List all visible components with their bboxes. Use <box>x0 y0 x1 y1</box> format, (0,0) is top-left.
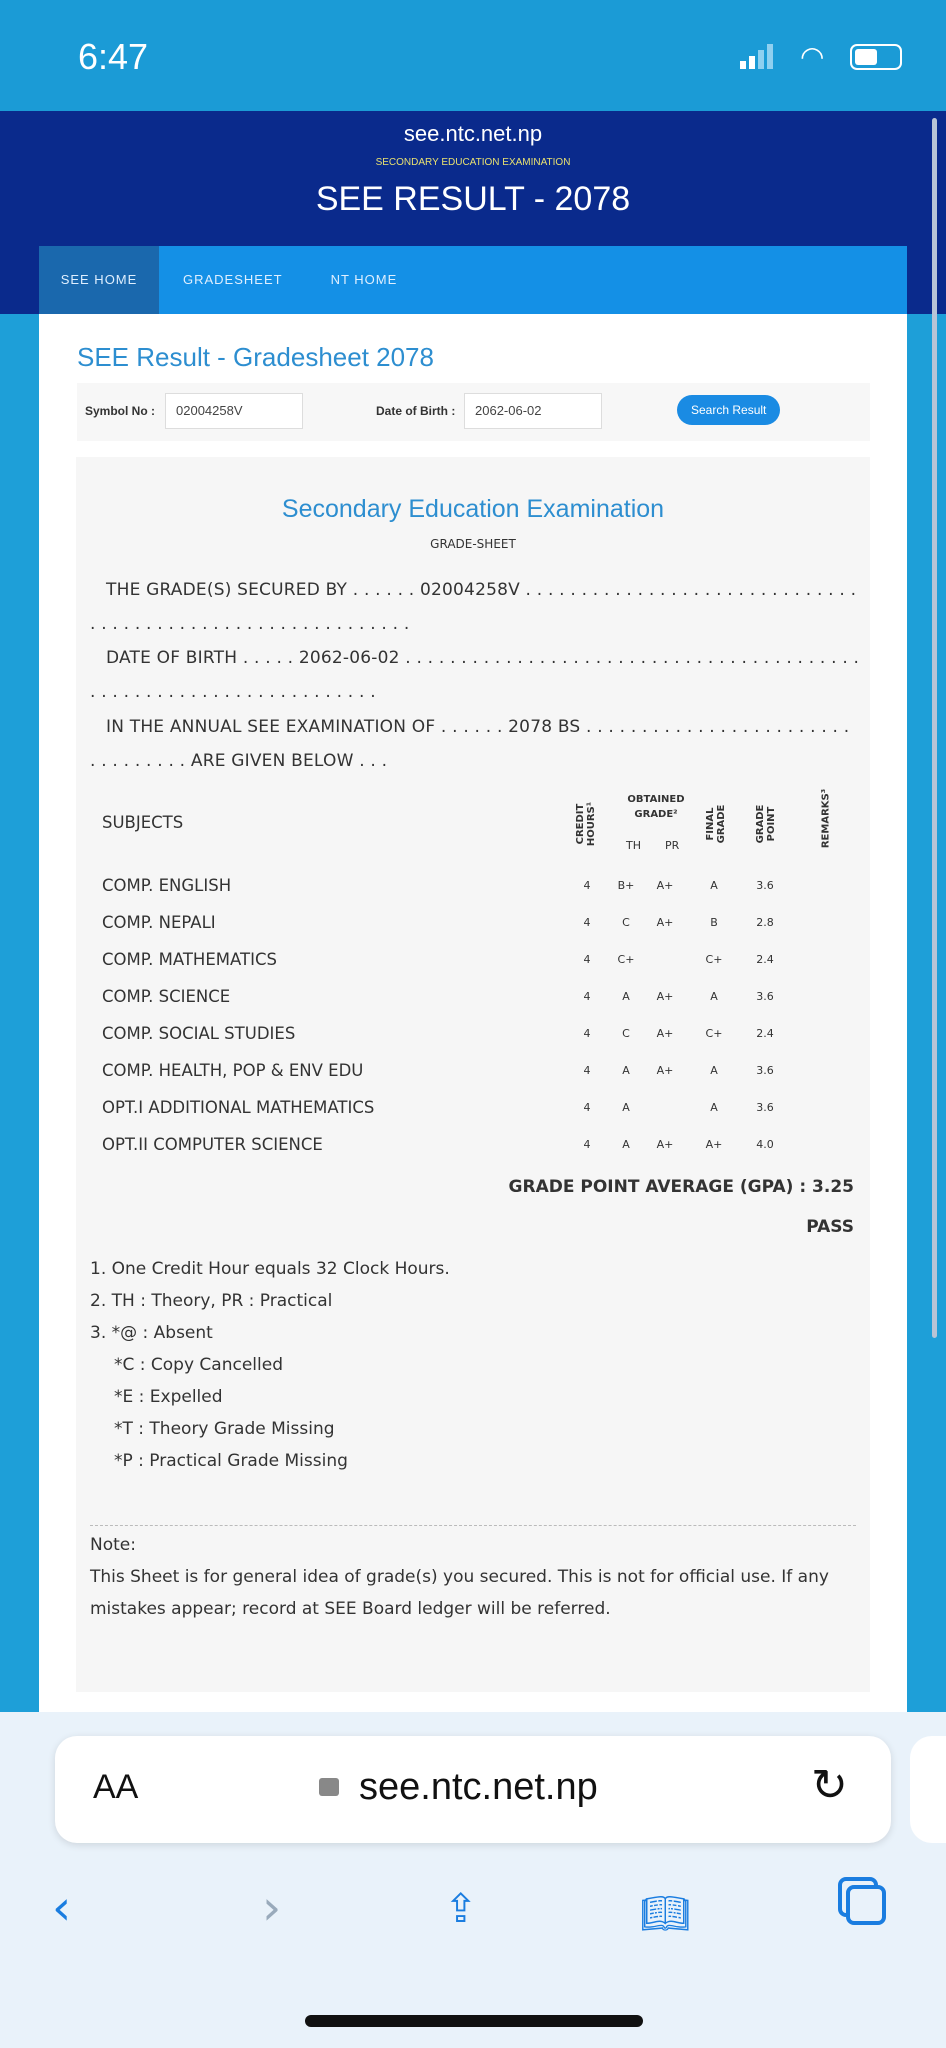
gp-cell: 2.4 <box>756 1027 774 1040</box>
bookmarks-icon[interactable]: 📖︎ <box>640 1891 691 1937</box>
credit-cell: 4 <box>583 1027 591 1040</box>
subject-name: OPT.I ADDITIONAL MATHEMATICS <box>102 1098 375 1117</box>
back-icon[interactable]: ‹ <box>52 1880 72 1936</box>
header-subtitle: SECONDARY EDUCATION EXAMINATION <box>375 157 571 168</box>
gpa: GRADE POINT AVERAGE (GPA) : 3.25 <box>508 1177 854 1197</box>
final-cell: B <box>710 916 718 929</box>
table-row <box>102 1015 842 1052</box>
footnote: 2. TH : Theory, PR : Practical <box>90 1291 333 1311</box>
subjects-header: SUBJECTS <box>102 813 184 832</box>
footnote: *C : Copy Cancelled <box>114 1355 283 1375</box>
final-cell: A <box>710 879 718 892</box>
battery-icon <box>850 44 902 70</box>
gp-cell: 3.6 <box>756 1101 774 1114</box>
th-cell: A <box>622 1101 630 1114</box>
reader-aa-button[interactable]: AA <box>93 1768 139 1806</box>
th-cell: A <box>622 1138 630 1151</box>
dob-line: DATE OF BIRTH . . . . . 2062-06-02 . . . . . . . . . . . . . . . . . . . . . . . . . . . . . . . . . . . . . . . . . . . . . . . . . . . . . . . . . . . . . . . . . . . <box>90 648 860 702</box>
home-indicator <box>305 2015 643 2027</box>
credit-cell: 4 <box>583 1064 591 1077</box>
table-row <box>102 904 842 941</box>
scrollbar[interactable] <box>932 118 937 1338</box>
nav-see-home[interactable]: SEE HOME <box>39 246 159 314</box>
clock: 6:47 <box>78 36 149 77</box>
final-cell: A <box>710 990 718 1003</box>
subject-name: COMP. HEALTH, POP & ENV EDU <box>102 1061 364 1080</box>
subject-name: OPT.II COMPUTER SCIENCE <box>102 1135 323 1154</box>
pr-cell: A+ <box>656 990 674 1003</box>
dob-input[interactable]: 2062-06-02 <box>464 393 602 429</box>
sheet-heading: Secondary Education Examination <box>281 495 665 523</box>
credit-cell: 4 <box>583 1101 591 1114</box>
next-tab-peek <box>910 1736 946 1843</box>
credit-cell: 4 <box>583 990 591 1003</box>
lock-icon <box>319 1778 339 1796</box>
final-grade-header: FINAL GRADE <box>705 804 727 844</box>
symbol-input[interactable]: 02004258V <box>165 393 303 429</box>
th-cell: C+ <box>617 953 635 966</box>
th-header: TH <box>626 839 641 852</box>
grade-point-header: GRADE POINT <box>755 804 777 844</box>
signal-icon <box>740 44 773 69</box>
tabs-icon[interactable] <box>846 1885 886 1925</box>
sheet-subheading: GRADE-SHEET <box>430 537 516 551</box>
pr-header: PR <box>665 839 680 852</box>
search-result-button[interactable]: Search Result <box>677 395 780 425</box>
th-cell: C <box>622 916 630 929</box>
gp-cell: 3.6 <box>756 1064 774 1077</box>
footnote: *E : Expelled <box>114 1387 223 1407</box>
th-cell: A <box>622 990 630 1003</box>
status-bar <box>0 0 946 111</box>
pr-cell: A+ <box>656 1027 674 1040</box>
gradesheet <box>76 457 870 1692</box>
search-form <box>77 383 870 441</box>
th-cell: B+ <box>617 879 635 892</box>
header-title: SEE RESULT - 2078 <box>315 180 631 218</box>
url-text: see.ntc.net.np <box>359 1766 598 1808</box>
wifi-icon: ◠ <box>800 40 825 73</box>
table-row <box>102 867 842 904</box>
footnote: *P : Practical Grade Missing <box>114 1451 348 1471</box>
dob-label: Date of Birth : <box>376 404 456 418</box>
pr-cell: A+ <box>656 916 674 929</box>
note-label: Note: <box>90 1535 136 1555</box>
subject-name: COMP. NEPALI <box>102 913 216 932</box>
page-title: SEE Result - Gradesheet 2078 <box>77 342 434 372</box>
footnote: *T : Theory Grade Missing <box>114 1419 335 1439</box>
credit-header: CREDIT HOURS¹ <box>575 801 597 847</box>
pr-cell: A+ <box>656 879 674 892</box>
th-cell: C <box>622 1027 630 1040</box>
nav-gradesheet[interactable]: GRADESHEET <box>183 272 283 287</box>
final-cell: C+ <box>705 1027 723 1040</box>
share-icon[interactable]: ⇪ <box>444 1886 478 1932</box>
forward-icon[interactable]: › <box>262 1880 282 1936</box>
footnote: 1. One Credit Hour equals 32 Clock Hours. <box>90 1259 450 1279</box>
final-cell: A <box>710 1064 718 1077</box>
credit-cell: 4 <box>583 916 591 929</box>
gp-cell: 2.4 <box>756 953 774 966</box>
divider <box>90 1525 856 1526</box>
final-cell: A <box>710 1101 718 1114</box>
pr-cell: A+ <box>656 1138 674 1151</box>
note-text: This Sheet is for general idea of grade(s) you secured. This is not for official use. If any mistakes appear; record at SEE Board ledger will be referred. <box>90 1567 829 1619</box>
table-row <box>102 1052 842 1089</box>
site-domain: see.ntc.net.np <box>403 121 543 146</box>
subject-name: COMP. SOCIAL STUDIES <box>102 1024 296 1043</box>
address-bar[interactable] <box>55 1736 891 1843</box>
obtained-header: OBTAINED GRADE² <box>627 794 685 820</box>
reload-icon[interactable]: ↻ <box>811 1760 848 1811</box>
subject-name: COMP. ENGLISH <box>102 876 232 895</box>
result-status: PASS <box>806 1217 854 1237</box>
credit-cell: 4 <box>583 953 591 966</box>
gp-cell: 2.8 <box>756 916 774 929</box>
table-header <box>76 777 870 867</box>
secured-by-line: THE GRADE(S) SECURED BY . . . . . . 02004258V . . . . . . . . . . . . . . . . . . . . . . . . . . . . . . . . . . . . . . . . . . . . . . . . . . . . . . . . . . . <box>90 580 857 634</box>
final-cell: C+ <box>705 953 723 966</box>
table-row <box>102 941 842 978</box>
exam-line: IN THE ANNUAL SEE EXAMINATION OF . . . . . . 2078 BS . . . . . . . . . . . . . . . . . . . . . . . . . . . . . . . . . ARE GIVEN BELOW . . . <box>90 717 850 771</box>
nav-nt-home[interactable]: NT HOME <box>330 272 398 287</box>
symbol-label: Symbol No : <box>85 404 156 418</box>
credit-cell: 4 <box>583 1138 591 1151</box>
table-row <box>102 1126 842 1163</box>
gp-cell: 3.6 <box>756 879 774 892</box>
nav-bar <box>39 246 907 314</box>
th-cell: A <box>622 1064 630 1077</box>
gp-cell: 3.6 <box>756 990 774 1003</box>
final-cell: A+ <box>705 1138 723 1151</box>
table-row <box>102 1089 842 1126</box>
pr-cell: A+ <box>656 1064 674 1077</box>
credit-cell: 4 <box>583 879 591 892</box>
footnote: 3. *@ : Absent <box>90 1323 213 1343</box>
remarks-header: REMARKS³ <box>820 788 832 849</box>
subject-name: COMP. SCIENCE <box>102 987 231 1006</box>
table-row <box>102 978 842 1015</box>
subject-name: COMP. MATHEMATICS <box>102 950 277 969</box>
gp-cell: 4.0 <box>756 1138 774 1151</box>
